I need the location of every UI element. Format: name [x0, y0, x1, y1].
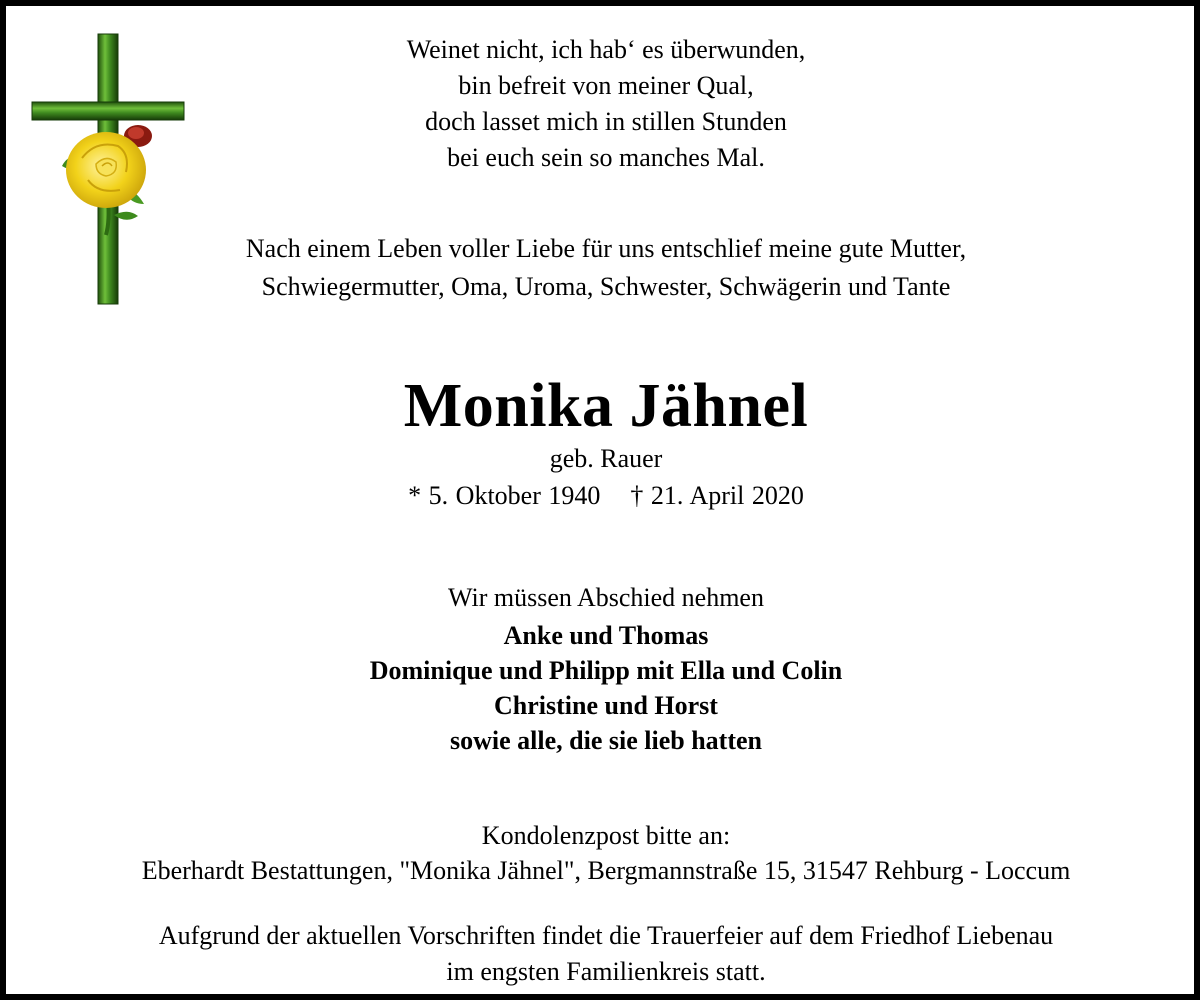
intro-line: Schwiegermutter, Oma, Uroma, Schwester, Schwägerin und Tante	[261, 272, 951, 301]
condolence-address: Eberhardt Bestattungen, "Monika Jähnel", Bergmannstraße 15, 31547 Rehburg - Loccum	[141, 856, 1071, 885]
verse-line: bei euch sein so manches Mal.	[447, 143, 765, 172]
notice-line: Aufgrund der aktuellen Vorschriften findet die Trauerfeier auf dem Friedhof Liebenau	[158, 921, 1054, 950]
mourner-line: Christine und Horst	[494, 691, 718, 720]
deceased-name: Monika Jähnel	[403, 372, 809, 440]
mourner-line: Anke und Thomas	[503, 621, 709, 650]
verse-line: bin befreit von meiner Qual,	[458, 71, 754, 100]
death-date: † 21. April 2020	[630, 481, 804, 510]
farewell-heading: Wir müssen Abschied nehmen	[448, 583, 764, 612]
birth-date: * 5. Oktober 1940	[408, 481, 601, 510]
condolence-label: Kondolenzpost bitte an:	[481, 821, 731, 850]
verse-line: Weinet nicht, ich hab‘ es überwunden,	[406, 35, 806, 64]
mourners-list	[6, 618, 1200, 758]
intro-line: Nach einem Leben voller Liebe für uns entschlief meine gute Mutter,	[245, 234, 967, 263]
intro-text	[6, 230, 1200, 306]
verse	[6, 32, 1200, 176]
mourner-line: Dominique und Philipp mit Ella und Colin	[369, 656, 843, 685]
funeral-notice	[6, 918, 1200, 990]
mourner-line: sowie alle, die sie lieb hatten	[450, 726, 762, 755]
notice-line: im engsten Familienkreis statt.	[446, 957, 766, 986]
maiden-name: geb. Rauer	[549, 444, 663, 473]
verse-line: doch lasset mich in stillen Stunden	[425, 107, 787, 136]
life-dates	[6, 478, 1200, 514]
